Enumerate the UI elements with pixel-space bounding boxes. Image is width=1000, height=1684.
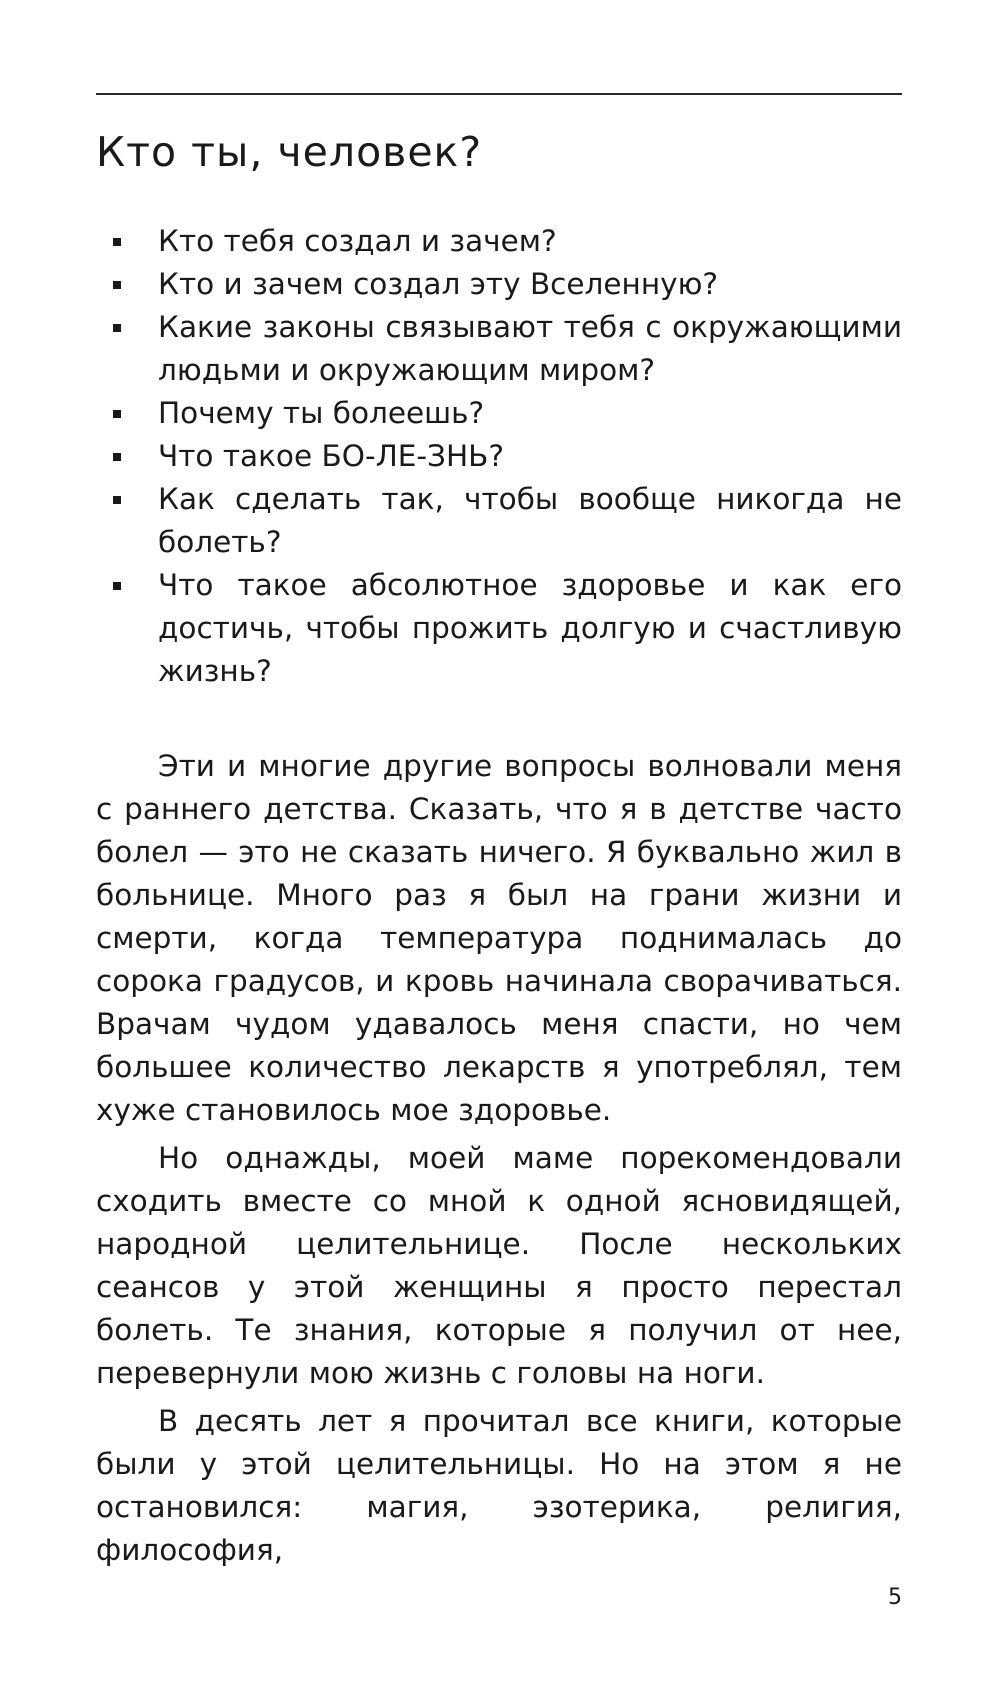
question-list — [96, 220, 902, 693]
square-bullet-icon — [113, 281, 121, 289]
list-item — [96, 564, 902, 693]
list-item — [96, 220, 902, 263]
paragraph: В десять лет я прочитал все книги, которые были у этой целительницы. Но на этом я не остановился: магия, эзотерика, религия, философия, — [96, 1404, 902, 1567]
body-text — [96, 745, 902, 1577]
list-item — [96, 478, 902, 564]
square-bullet-icon — [113, 324, 121, 332]
square-bullet-icon — [113, 582, 121, 590]
page-number: 5 — [888, 1585, 902, 1610]
question-text: Кто тебя создал и зачем? — [158, 224, 557, 258]
paragraph: Эти и многие другие вопросы волновали меня с раннего детства. Сказать, что я в детстве часто болел — это не сказать ничего. Я буквально жил в больнице. Много раз я был на грани жизни и смерти, когда температура поднималась до сорока градусов, и кровь начинала сворачиваться. Врачам чудом удавалось меня спасти, но чем большее количество лекарств я употреблял, тем хуже становилось мое здоровье. — [96, 749, 902, 1127]
list-item — [96, 435, 902, 478]
square-bullet-icon — [113, 238, 121, 246]
square-bullet-icon — [113, 496, 121, 504]
question-text: Что такое абсолютное здоровье и как его достичь, чтобы прожить долгую и счастливую жизнь? — [158, 568, 902, 688]
question-text: Какие законы связывают тебя с окружающими людьми и окружающим миром? — [158, 310, 902, 387]
list-item — [96, 263, 902, 306]
question-text: Как сделать так, чтобы вообще никогда не болеть? — [158, 482, 902, 559]
paragraph: Но однажды, моей маме порекомендовали сходить вместе со мной к одной ясновидящей, народной целительнице. После нескольких сеансов у этой женщины я просто перестал болеть. Те знания, которые я получил от нее, перевернули мою жизнь с головы на ноги. — [96, 1141, 902, 1390]
top-rule — [96, 93, 902, 95]
question-text: Кто и зачем создал эту Вселенную? — [158, 267, 719, 301]
square-bullet-icon — [113, 410, 121, 418]
square-bullet-icon — [113, 453, 121, 461]
question-text: Почему ты болеешь? — [158, 396, 485, 430]
list-item — [96, 306, 902, 392]
chapter-heading: Кто ты, человек? — [96, 128, 483, 176]
list-item — [96, 392, 902, 435]
question-text: Что такое БО-ЛЕ-ЗНЬ? — [158, 439, 505, 473]
